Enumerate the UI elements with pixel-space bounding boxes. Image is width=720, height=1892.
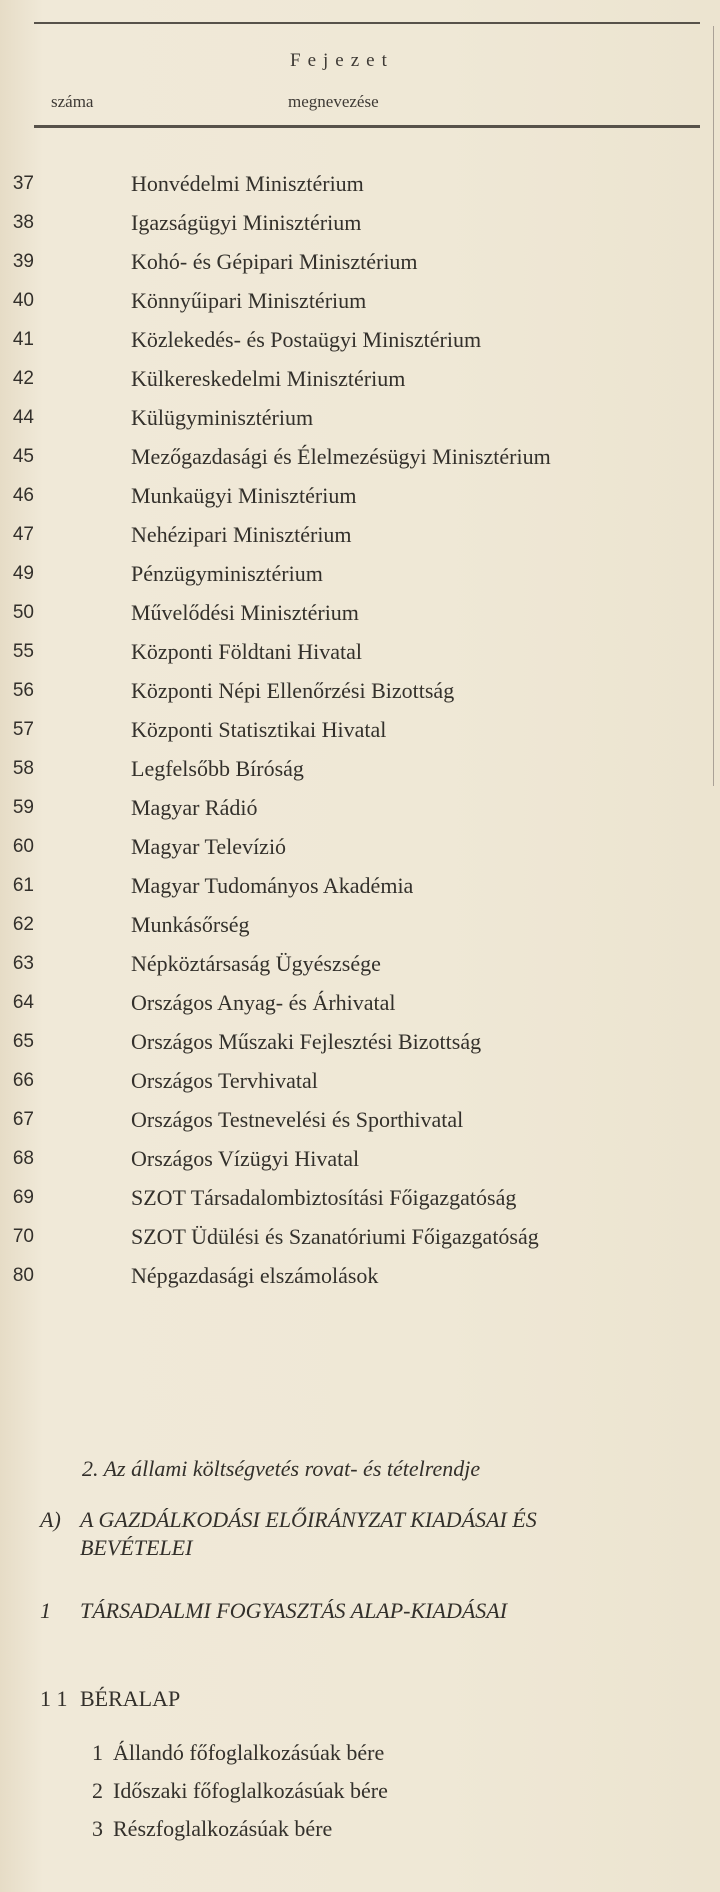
chapter-name: Országos Tervhivatal [131,1068,318,1093]
chapter-name: Munkaügyi Minisztérium [131,483,357,508]
chapter-number: 61 [12,875,34,896]
subitem-text: Állandó főfoglalkozásúak bére [113,1740,385,1765]
chapter-name: Központi Földtani Hivatal [131,639,362,664]
subitem-number: 3 [92,1816,103,1841]
chapter-row [0,521,720,549]
chapter-number: 38 [12,212,34,233]
chapter-row [0,1223,720,1251]
section-a [40,1506,660,1562]
chapter-name: Országos Műszaki Fejlesztési Bizottság [131,1029,482,1054]
subitem-number: 1 [92,1740,103,1765]
chapter-row [0,950,720,978]
chapter-name: Legfelsőbb Bíróság [131,756,304,781]
chapter-row [0,560,720,588]
chapter-number: 60 [12,836,34,857]
chapter-number: 62 [12,914,34,935]
chapter-number: 59 [12,797,34,818]
chapter-row [0,677,720,705]
chapter-name: Kohó- és Gépipari Minisztérium [131,249,418,274]
chapter-number: 50 [12,602,34,623]
chapter-number: 67 [12,1109,34,1130]
chapter-name: Magyar Tudományos Akadémia [131,873,414,898]
chapter-row [0,1028,720,1056]
header-megnevezese: megnevezése [288,92,379,111]
chapter-number: 65 [12,1031,34,1052]
chapter-list [0,170,720,1301]
chapter-row [0,287,720,315]
subitem-text: Részfoglalkozásúak bére [113,1816,333,1841]
chapter-number: 63 [12,953,34,974]
chapter-name: Országos Anyag- és Árhivatal [131,990,396,1015]
chapter-name: Honvédelmi Minisztérium [131,171,364,196]
chapter-name: Népköztársaság Ügyészsége [131,951,381,976]
chapter-number: 45 [12,446,34,467]
chapter-name: Művelődési Minisztérium [131,600,359,625]
chapter-name: Magyar Televízió [131,834,287,859]
chapter-name: SZOT Üdülési és Szanatóriumi Főigazgatóság [131,1224,539,1249]
chapter-number: 68 [12,1148,34,1169]
chapter-name: Nehézipari Minisztérium [131,522,352,547]
chapter-number: 40 [12,290,34,311]
chapter-row [0,1262,720,1290]
section-1 [40,1597,660,1625]
chapter-number: 58 [12,758,34,779]
chapter-row [0,1106,720,1134]
chapter-name: Országos Testnevelési és Sporthivatal [131,1107,464,1132]
chapter-number: 42 [12,368,34,389]
chapter-name: Mezőgazdasági és Élelmezésügyi Minisztérium [131,444,551,469]
section-a-label: A) [40,1507,61,1532]
chapter-row [0,755,720,783]
chapter-name: Népgazdasági elszámolások [131,1263,379,1288]
chapter-row [0,638,720,666]
chapter-number: 39 [12,251,34,272]
chapter-name: Külkereskedelmi Minisztérium [131,366,406,391]
chapter-number: 44 [12,407,34,428]
chapter-name: Külügyminisztérium [131,405,314,430]
chapter-row [0,1067,720,1095]
chapter-row [0,443,720,471]
chapter-name: Közlekedés- és Postaügyi Minisztérium [131,327,482,352]
subitem-list [0,1739,720,1853]
chapter-row [0,482,720,510]
header-bottom-rule [34,125,700,128]
chapter-number: 57 [12,719,34,740]
chapter-number: 64 [12,992,34,1013]
chapter-row [0,1184,720,1212]
chapter-row [0,326,720,354]
chapter-number: 37 [12,173,34,194]
chapter-row [0,365,720,393]
chapter-row [0,170,720,198]
chapter-name: Igazságügyi Minisztérium [131,210,362,235]
chapter-name: Magyar Rádió [131,795,258,820]
section-1-1 [40,1685,660,1713]
subitem-row [0,1777,720,1805]
subitem-text: Időszaki főfoglalkozásúak bére [113,1778,388,1803]
chapter-row [0,872,720,900]
header-szama: száma [51,92,94,111]
subitem-row [0,1739,720,1767]
top-rule [34,22,700,24]
chapter-row [0,209,720,237]
chapter-number: 46 [12,485,34,506]
chapter-row [0,599,720,627]
chapter-number: 41 [12,329,34,350]
chapter-name: Központi Népi Ellenőrzési Bizottság [131,678,455,703]
section-a-text: A GAZDÁLKODÁSI ELŐIRÁNYZAT KIADÁSAI ÉS BEVÉTELEI [80,1507,537,1560]
chapter-name: SZOT Társadalombiztosítási Főigazgatóság [131,1185,517,1210]
chapter-number: 66 [12,1070,34,1091]
chapter-number: 49 [12,563,34,584]
chapter-number: 55 [12,641,34,662]
subitem-number: 2 [92,1778,103,1803]
chapter-number: 56 [12,680,34,701]
chapter-number: 69 [12,1187,34,1208]
chapter-number: 80 [12,1265,34,1286]
chapter-name: Központi Statisztikai Hivatal [131,717,387,742]
chapter-row [0,404,720,432]
section-1-text: TÁRSADALMI FOGYASZTÁS ALAP-KIADÁSAI [80,1598,508,1623]
section-title: 2. Az állami költségvetés rovat- és tételrendje [82,1456,481,1481]
chapter-row [0,794,720,822]
chapter-number: 47 [12,524,34,545]
chapter-row [0,248,720,276]
chapter-row [0,716,720,744]
chapter-name: Könnyűipari Minisztérium [131,288,367,313]
header-fejezet: Fejezet [290,50,394,71]
section-1-label: 1 [40,1598,51,1623]
section-1-1-label: 1 1 [40,1686,68,1711]
chapter-name: Munkásőrség [131,912,250,937]
chapter-row [0,911,720,939]
chapter-row [0,1145,720,1173]
chapter-row [0,989,720,1017]
chapter-name: Pénzügyminisztérium [131,561,323,586]
section-1-1-text: BÉRALAP [80,1686,181,1711]
chapter-row [0,833,720,861]
subitem-row [0,1815,720,1843]
chapter-number: 70 [12,1226,34,1247]
chapter-name: Országos Vízügyi Hivatal [131,1146,360,1171]
